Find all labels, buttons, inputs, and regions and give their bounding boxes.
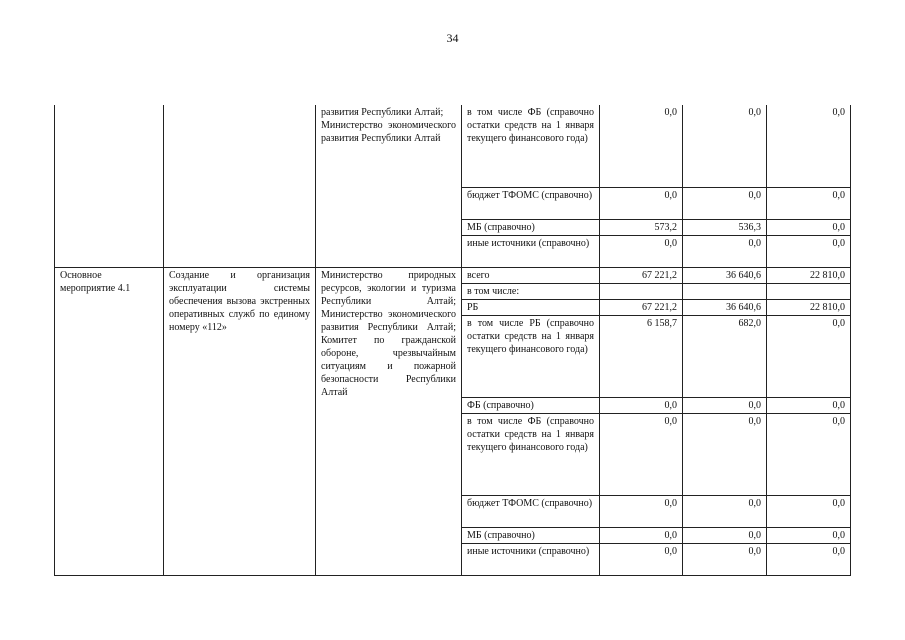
- value-cell: 0,0: [683, 235, 767, 267]
- executor-line: Министерство экономического развития Республики Алтай: [321, 120, 456, 144]
- source-cell: всего: [462, 267, 600, 283]
- value-cell: 0,0: [683, 495, 767, 527]
- source-cell: РБ: [462, 299, 600, 315]
- value-cell: 0,0: [767, 219, 851, 235]
- table-row: [55, 267, 851, 283]
- measure-name-cell: [164, 105, 316, 267]
- value-cell: 0,0: [683, 397, 767, 413]
- value-cell: 0,0: [683, 413, 767, 495]
- value-cell: 36 640,6: [683, 267, 767, 283]
- value-cell: 682,0: [683, 315, 767, 397]
- page-number: 34: [446, 31, 459, 45]
- value-cell: 0,0: [600, 235, 683, 267]
- value-cell: 0,0: [767, 397, 851, 413]
- measure-label-cell: [55, 105, 164, 267]
- source-cell: бюджет ТФОМС (справочно): [462, 495, 600, 527]
- source-cell: в том числе РБ (справочно остатки средств на 1 января текущего финансового года): [462, 315, 600, 397]
- value-cell: 22 810,0: [767, 299, 851, 315]
- value-cell: 0,0: [683, 543, 767, 575]
- source-cell: иные источники (справочно): [462, 543, 600, 575]
- value-cell: 0,0: [600, 397, 683, 413]
- value-cell: 6 158,7: [600, 315, 683, 397]
- table-row: [55, 105, 851, 187]
- source-cell: в том числе:: [462, 283, 600, 299]
- value-cell: 22 810,0: [767, 267, 851, 283]
- value-cell: 0,0: [767, 413, 851, 495]
- value-cell: 67 221,2: [600, 299, 683, 315]
- value-cell: 0,0: [767, 495, 851, 527]
- source-cell: иные источники (справочно): [462, 235, 600, 267]
- value-cell: 0,0: [767, 543, 851, 575]
- value-cell: 0,0: [600, 543, 683, 575]
- budget-table: [54, 105, 851, 576]
- value-cell: [600, 283, 683, 299]
- value-cell: 0,0: [683, 187, 767, 219]
- value-cell: 0,0: [600, 527, 683, 543]
- value-cell: 0,0: [600, 187, 683, 219]
- executor-line: развития Республики Алтай;: [321, 107, 444, 118]
- value-cell: 0,0: [767, 105, 851, 187]
- value-cell: [767, 283, 851, 299]
- executor-cell: Министерство природных ресурсов, экологии и туризма Республики Алтай; Министерство экономического развития Республики Алтай; Комитет по гражданской обороне, чрезвычайным ситуациям и пожарной безопасности Республики Алтай: [316, 267, 462, 575]
- value-cell: 0,0: [767, 187, 851, 219]
- source-cell: в том числе ФБ (справочно остатки средств на 1 января текущего финансового года): [462, 105, 600, 187]
- value-cell: 0,0: [767, 315, 851, 397]
- value-cell: 0,0: [600, 105, 683, 187]
- value-cell: 0,0: [600, 495, 683, 527]
- source-cell: бюджет ТФОМС (справочно): [462, 187, 600, 219]
- executor-cell: [316, 105, 462, 267]
- value-cell: 36 640,6: [683, 299, 767, 315]
- measure-name-cell: Создание и организация эксплуатации системы обеспечения вызова экстренных оперативных служб по единому номеру «112»: [164, 267, 316, 575]
- source-cell: МБ (справочно): [462, 219, 600, 235]
- value-cell: 0,0: [767, 235, 851, 267]
- value-cell: 67 221,2: [600, 267, 683, 283]
- value-cell: 536,3: [683, 219, 767, 235]
- source-cell: в том числе ФБ (справочно остатки средств на 1 января текущего финансового года): [462, 413, 600, 495]
- value-cell: 0,0: [600, 413, 683, 495]
- value-cell: [683, 283, 767, 299]
- value-cell: 573,2: [600, 219, 683, 235]
- value-cell: 0,0: [683, 105, 767, 187]
- measure-label-cell: Основное мероприятие 4.1: [55, 267, 164, 575]
- source-cell: МБ (справочно): [462, 527, 600, 543]
- source-cell: ФБ (справочно): [462, 397, 600, 413]
- value-cell: 0,0: [767, 527, 851, 543]
- value-cell: 0,0: [683, 527, 767, 543]
